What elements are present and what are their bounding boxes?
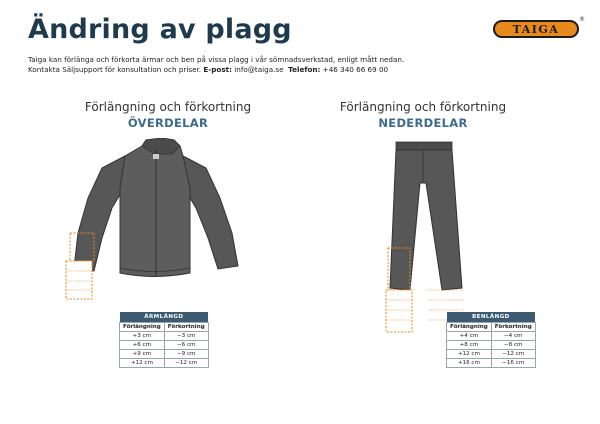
leg-length-table [446,312,536,368]
phone-label: Telefon: [288,65,321,74]
sleeve-table-title: ÄRMLÄNGD [120,312,209,323]
table-row [120,359,209,368]
table-row [447,332,536,341]
intro-line-2 [28,65,404,75]
leg-col-shorten: Förkortning [491,323,535,332]
intro-line-1: Taiga kan förlänga och förkorta ärmar och ben på vissa plagg i vår sömnadsverkstad, enligt mått nedan. [28,55,405,64]
sleeve-col-extend: Förlängning [120,323,165,332]
bottom-section-heading [313,99,533,131]
intro-contact: Kontakta Säljsupport för konsultation och priser. [28,65,202,74]
table-cell: −8 cm [491,341,535,350]
leg-table-title: BENLÄNGD [447,312,536,323]
table-cell: −12 cm [491,350,535,359]
sleeve-length-table [119,312,209,368]
bottom-heading: Förlängning och förkortning [339,100,507,114]
table-cell: −16 cm [491,359,535,368]
table-cell: −4 cm [491,332,535,341]
phone-value: +46 340 66 69 00 [322,65,389,74]
email-value: info@taiga.se [234,65,284,74]
table-row [447,350,536,359]
top-section-heading [58,99,278,131]
table-cell: +12 cm [120,359,165,368]
jacket-illustration [50,138,270,303]
table-cell: +16 cm [447,359,492,368]
intro-text [28,55,404,75]
table-cell: +4 cm [447,332,492,341]
table-row [120,350,209,359]
table-row [120,332,209,341]
table-cell: +6 cm [120,341,165,350]
table-cell: −6 cm [164,341,208,350]
pants-illustration [370,138,470,338]
table-row [447,359,536,368]
registered-mark: ® [579,16,585,23]
table-cell: +8 cm [447,341,492,350]
bottom-subheading: NEDERDELAR [378,116,468,130]
top-subheading: ÖVERDELAR [127,116,209,130]
table-cell: +12 cm [447,350,492,359]
top-heading: Förlängning och förkortning [84,100,252,114]
table-row [120,341,209,350]
logo-text: TAIGA [512,22,560,36]
table-row [447,341,536,350]
leg-col-extend: Förlängning [447,323,492,332]
table-cell: −9 cm [164,350,208,359]
table-cell: −12 cm [164,359,208,368]
table-cell: −3 cm [164,332,208,341]
email-label: E-post: [203,65,232,74]
table-cell: +9 cm [120,350,165,359]
taiga-logo [493,20,579,38]
sleeve-col-shorten: Förkortning [164,323,208,332]
table-cell: +3 cm [120,332,165,341]
page-title: Ändring av plagg [28,14,292,45]
